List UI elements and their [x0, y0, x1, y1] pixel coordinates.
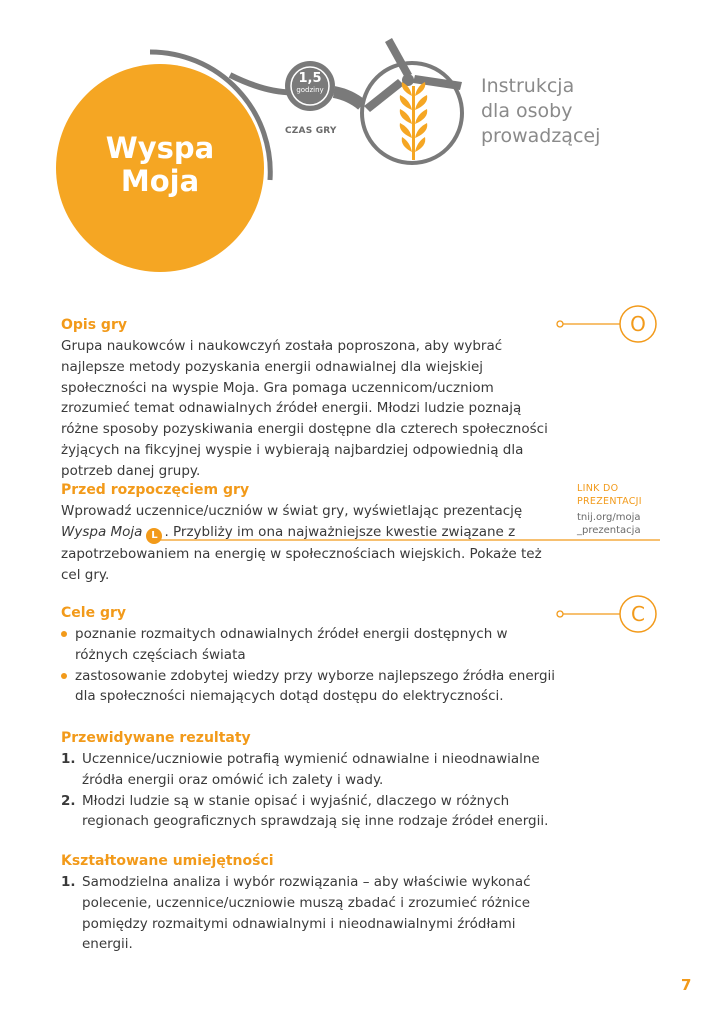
list-item — [61, 749, 561, 791]
skills-list — [61, 872, 561, 955]
time-unit: godziny — [296, 86, 324, 94]
section-cele — [61, 603, 561, 707]
time-badge — [286, 63, 334, 111]
page-title — [60, 132, 260, 198]
list-item-text: zastosowanie zdobytej wiedzy przy wyborze najlepszego źródła energii dla społeczności niemających dotąd dostępu do elektryczności. — [75, 667, 556, 705]
list-number: 2. — [61, 792, 76, 809]
list-item-text: Młodzi ludzie są w stanie opisać i wyjaśnić, dlaczego w różnych regionach geograficznych sprawdzają się inne rodzaje źródeł energii. — [82, 792, 549, 830]
section-rezultaty — [61, 728, 561, 832]
list-item-text: Uczennice/uczniowie potrafią wymienić odnawialne i nieodnawialne źródła energii oraz omówić ich zalety i wady. — [82, 751, 540, 788]
link-url[interactable]: tnij.org/moja _prezentacja — [577, 512, 641, 536]
list-item-text: poznanie rozmaitych odnawialnych źródeł energii dostępnych w różnych częściach świata — [75, 626, 508, 663]
time-label: CZAS GRY — [285, 126, 337, 136]
time-value: 1,5 — [298, 71, 322, 86]
page-number: 7 — [681, 976, 692, 994]
section-text — [61, 501, 561, 585]
list-item-text: Samodzielna analiza i wybór rozwiązania – aby właściwie wykonać polecenie, uczennice/uczniowie muszą zbadać i zrozumieć różnice pomiędzy rozmaitymi odnawialnymi i nieodnawialnymi źródłami energii. — [82, 874, 531, 953]
section-umiejetnosci — [61, 851, 561, 955]
presentation-badge-icon: L — [146, 528, 162, 544]
list-number: 1. — [61, 751, 76, 767]
instruction-line-1: Instrukcja — [481, 75, 575, 97]
list-item — [61, 791, 561, 833]
instruction-heading — [481, 74, 600, 149]
marker-o-letter: O — [630, 312, 646, 336]
section-przed — [61, 480, 561, 585]
list-item — [61, 872, 561, 955]
instruction-line-2: dla osoby — [481, 100, 573, 122]
section-title: Cele gry — [61, 605, 126, 621]
instruction-line-3: prowadzącej — [481, 125, 601, 147]
presentation-name: Wyspa Moja — [61, 523, 143, 540]
link-title: LINK DO PREZENTACJI — [577, 483, 642, 507]
presentation-link[interactable] — [577, 482, 667, 537]
list-item — [61, 624, 561, 666]
marker-c-letter: C — [631, 602, 645, 626]
section-title: Przewidywane rezultaty — [61, 730, 251, 746]
results-list — [61, 749, 561, 832]
goals-list — [61, 624, 561, 707]
title-line-1: Wyspa — [105, 131, 215, 165]
text-after: . Przybliży im ona najważniejsze kwestie związane z zapotrzebowaniem na energię w społecznościach wiejskich. Pokaże też cel gry. — [61, 523, 542, 583]
section-title: Przed rozpoczęciem gry — [61, 482, 250, 498]
title-line-2: Moja — [120, 164, 200, 198]
list-item — [61, 666, 561, 708]
bullet-icon — [61, 673, 67, 679]
section-opis — [61, 315, 561, 482]
section-title: Kształtowane umiejętności — [61, 853, 274, 869]
list-number: 1. — [61, 874, 76, 890]
section-title: Opis gry — [61, 317, 127, 333]
text-before: Wprowadź uczennice/uczniów w świat gry, wyświetlając prezentację — [61, 503, 523, 519]
section-text: Grupa naukowców i naukowczyń została poproszona, aby wybrać najlepsze metody pozyskania energii odnawialnej dla wiejskiej społeczności na wyspie Moja. Gra pomaga uczennicom/uczniom zrozumieć temat odnawialnych źródeł energii. Młodzi ludzie poznają różne sposoby pozyskiwania energii dostępne dla czterech społeczności żyjących na fikcyjnej wyspie i wybierają najbardziej odpowiednią dla potrzeb danej grupy. — [61, 338, 548, 479]
bullet-icon — [61, 631, 67, 637]
